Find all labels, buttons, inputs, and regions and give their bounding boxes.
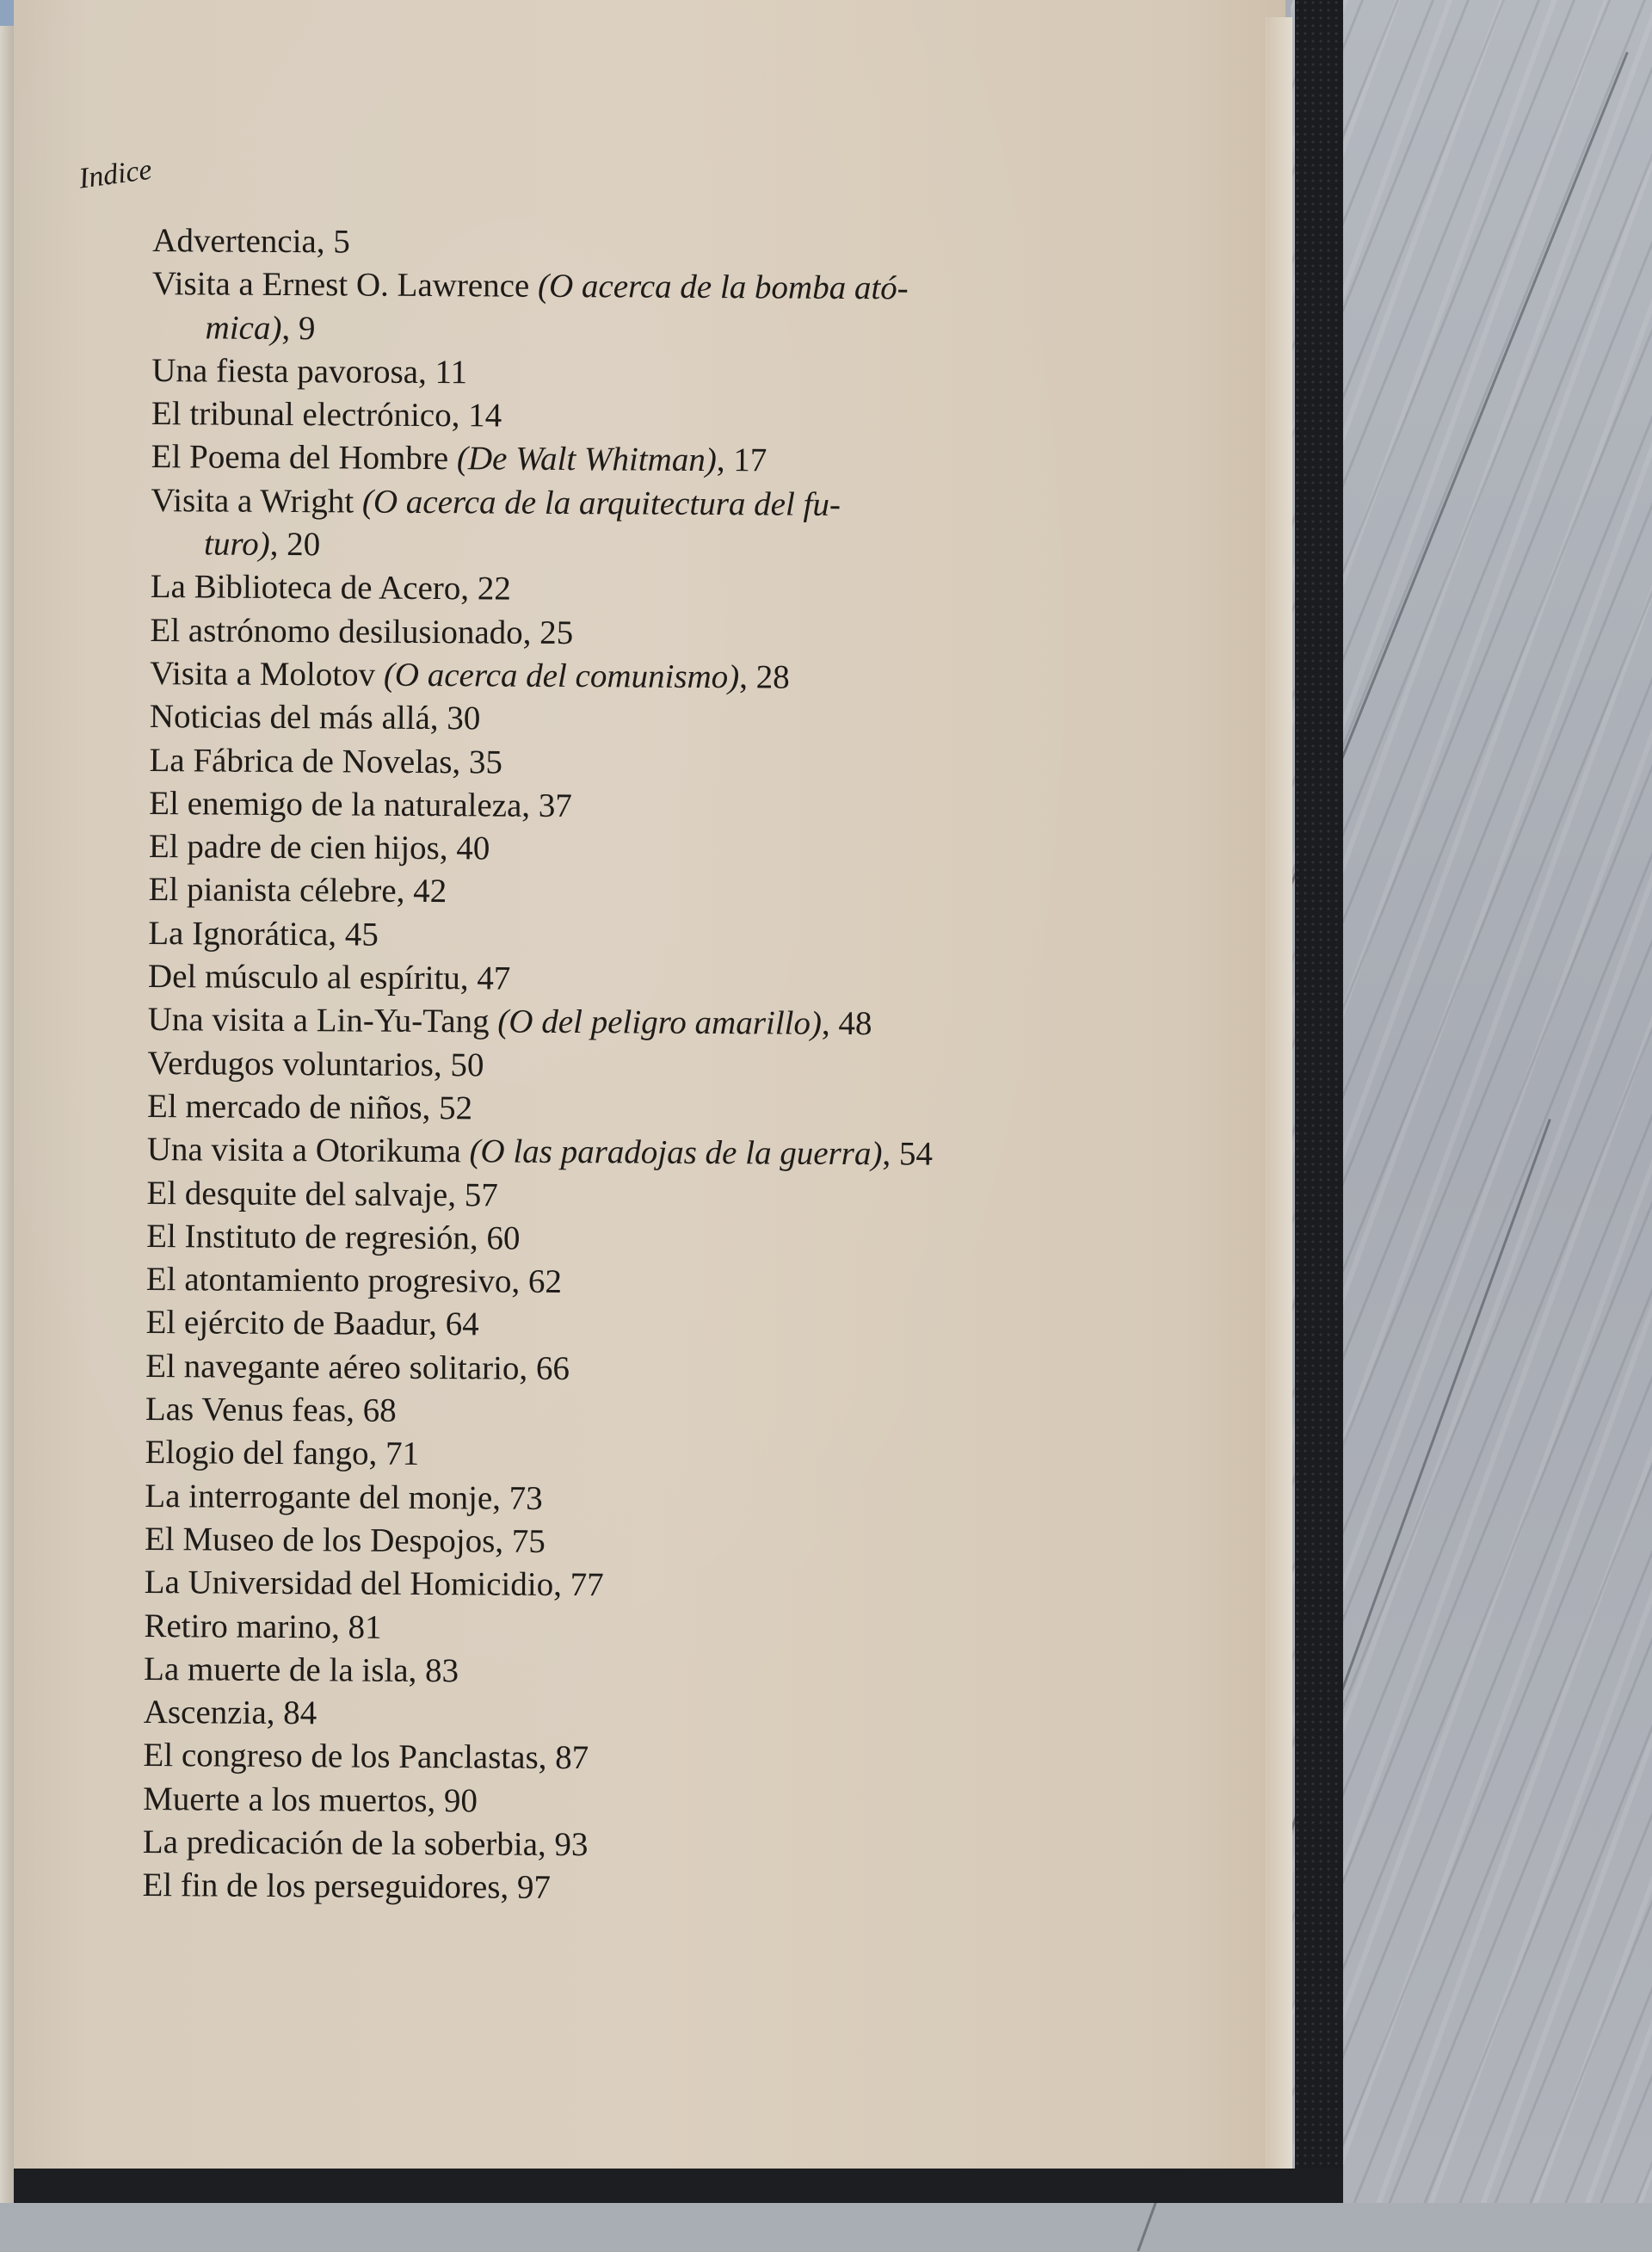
- toc-entry: El atontamiento progresivo, 62: [145, 1261, 563, 1301]
- toc-entry-continuation: turo), 20: [203, 525, 321, 564]
- toc-entry: La predicación de la soberbia, 93: [142, 1823, 589, 1864]
- wooden-floor-background: [1291, 0, 1652, 2203]
- toc-entry: Ascenzia, 84: [143, 1694, 317, 1732]
- toc-entry: El padre de cien hijos, 40: [148, 828, 490, 867]
- page-block-edge: [1266, 17, 1292, 2169]
- book-page: [14, 0, 1285, 2169]
- toc-entry: Una visita a Otorikuma (O las paradojas de la guerra), 54: [146, 1131, 934, 1173]
- toc-entry: La Ignorática, 45: [148, 914, 379, 953]
- toc-entry: Las Venus feas, 68: [145, 1391, 397, 1429]
- table-of-contents: [142, 219, 1125, 1913]
- toc-entry: La Fábrica de Novelas, 35: [149, 741, 503, 781]
- toc-entry: Muerte a los muertos, 90: [143, 1780, 478, 1820]
- toc-entry: Visita a Molotov (O acerca del comunismo), 28: [150, 655, 790, 696]
- toc-entry: Visita a Ernest O. Lawrence (O acerca de la bomba ató- mica), 9: [151, 262, 1125, 355]
- toc-entry: El mercado de niños, 52: [146, 1087, 473, 1127]
- toc-entry: Visita a Wright (O acerca de la arquitectura del fu- turo), 20: [151, 479, 1124, 571]
- toc-entry: Retiro marino, 81: [144, 1607, 382, 1646]
- toc-entry: El Instituto de regresión, 60: [146, 1217, 521, 1257]
- toc-entry: Una fiesta pavorosa, 11: [151, 351, 468, 392]
- toc-entry: El congreso de los Panclastas, 87: [143, 1737, 589, 1777]
- toc-entry: La Biblioteca de Acero, 22: [150, 568, 512, 608]
- toc-entry: El astrónomo desilusionado, 25: [150, 611, 574, 651]
- toc-entry: El ejército de Baadur, 64: [145, 1304, 479, 1343]
- toc-entry: El tribunal electrónico, 14: [151, 395, 502, 435]
- toc-entry: El navegante aéreo solitario, 66: [145, 1347, 570, 1387]
- toc-entry: El Museo de los Despojos, 75: [144, 1520, 546, 1560]
- toc-entry: El desquite del salvaje, 57: [146, 1174, 498, 1214]
- toc-entry: El pianista célebre, 42: [148, 871, 447, 910]
- toc-entry-continuation: mica), 9: [205, 309, 316, 347]
- toc-entry: La Universidad del Homicidio, 77: [144, 1564, 604, 1604]
- toc-entry: Del músculo al espíritu, 47: [147, 958, 511, 997]
- toc-entry: La muerte de la isla, 83: [143, 1650, 459, 1690]
- toc-entry: Una visita a Lin-Yu-Tang (O del peligro amarillo), 48: [147, 1001, 872, 1043]
- toc-entry: El enemigo de la naturaleza, 37: [149, 784, 572, 824]
- book-cover-edge: [1295, 0, 1343, 2169]
- toc-entry: La interrogante del monje, 73: [145, 1477, 543, 1517]
- toc-entry: Advertencia, 5: [152, 222, 350, 261]
- page-title: Indice: [77, 153, 154, 195]
- page-text-block: [8, 0, 1225, 2175]
- toc-entry: Noticias del más allá, 30: [149, 698, 481, 737]
- toc-entry: Verdugos voluntarios, 50: [147, 1044, 484, 1084]
- toc-entry: Elogio del fango, 71: [145, 1434, 420, 1473]
- toc-entry: El Poema del Hombre (De Walt Whitman), 17: [151, 438, 767, 479]
- toc-entry: El fin de los perseguidores, 97: [142, 1866, 552, 1907]
